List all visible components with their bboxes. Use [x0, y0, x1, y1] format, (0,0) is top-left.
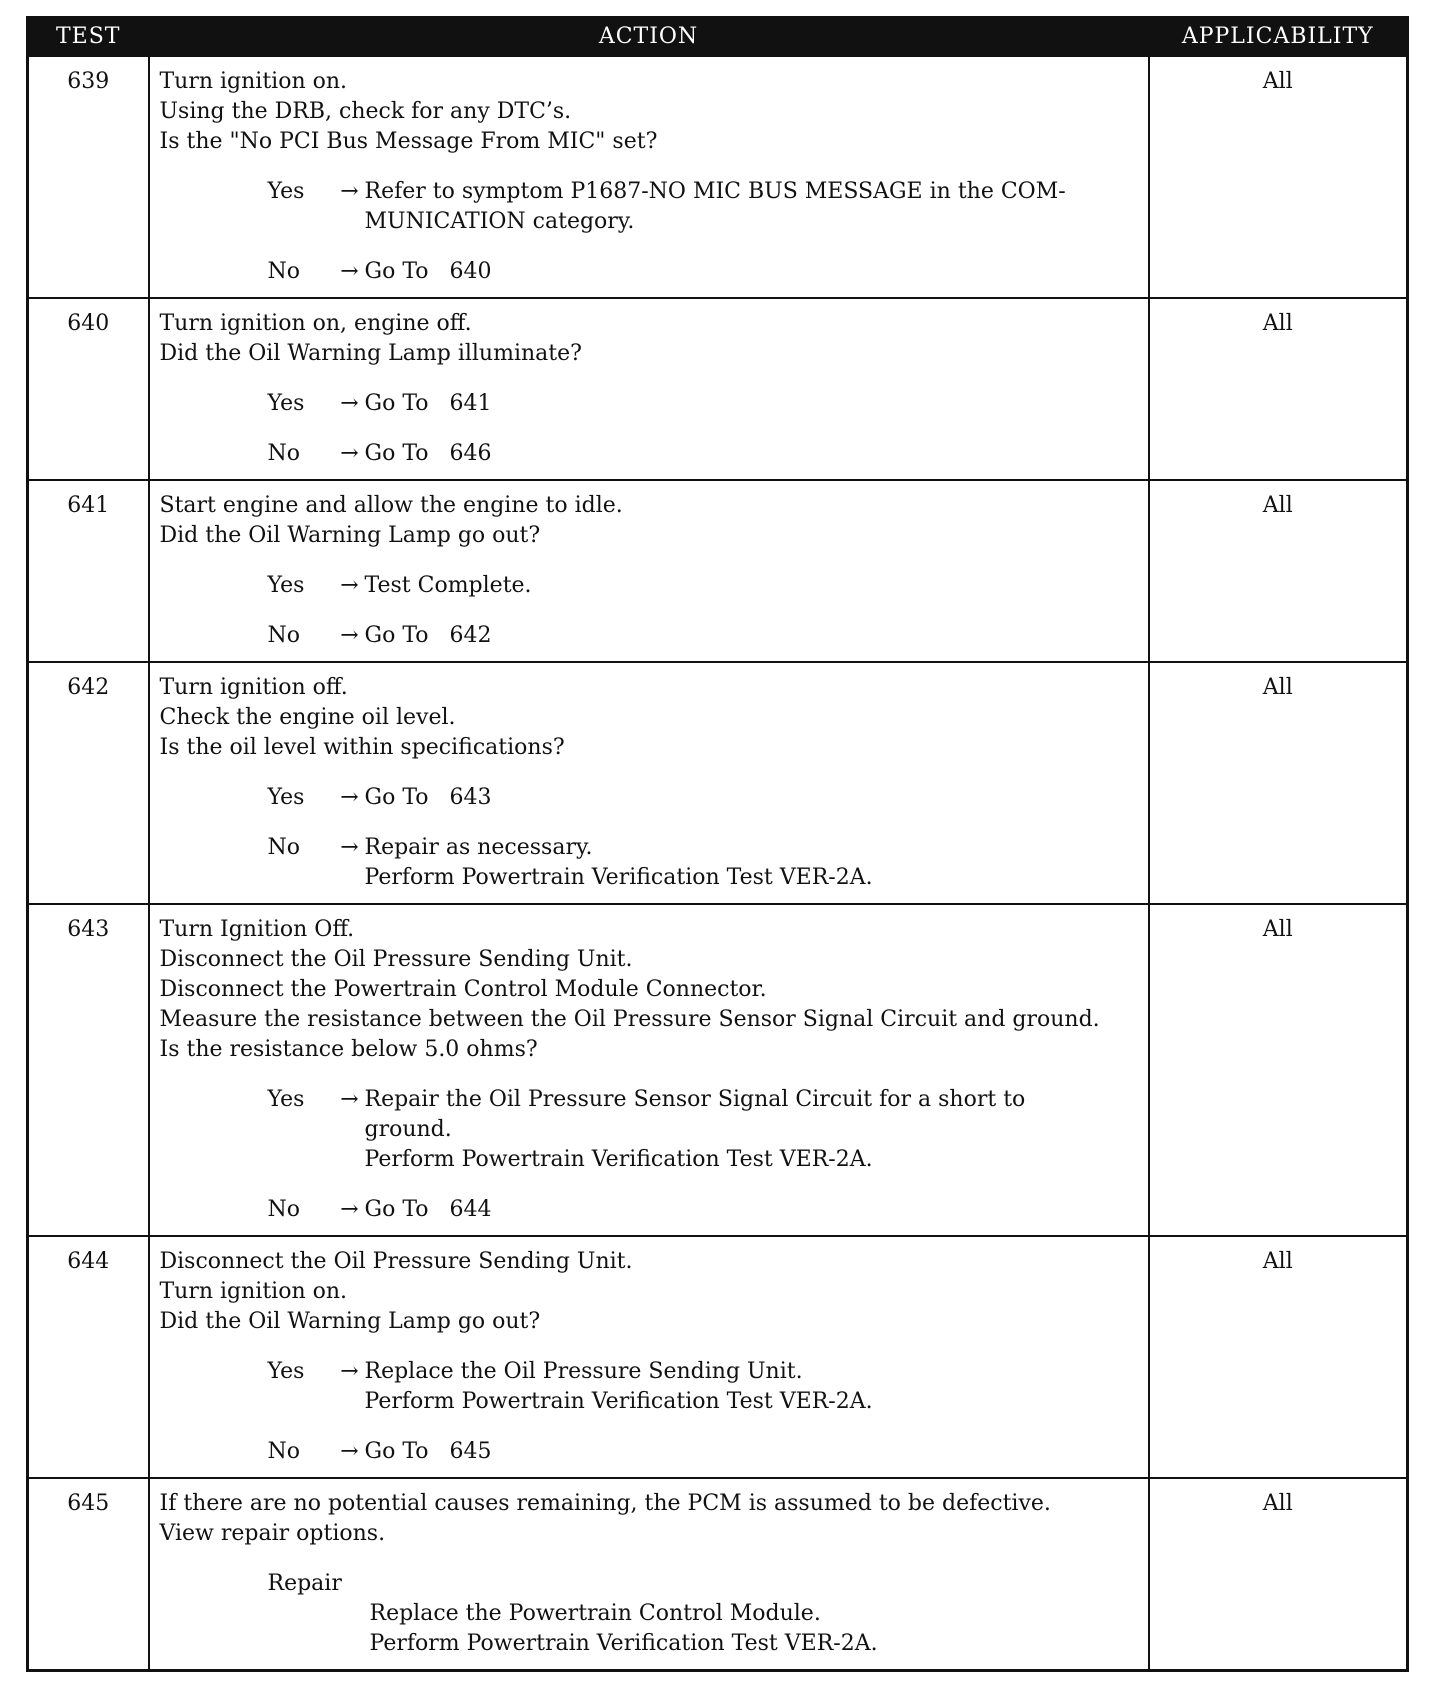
test-number: 639: [28, 56, 149, 298]
answer-result: [268, 1085, 1142, 1175]
answer-list: [160, 571, 1142, 651]
action-step: Disconnect the Oil Pressure Sending Unit.: [159, 947, 633, 972]
action-step: Measure the resistance between the Oil Pressure Sensor Signal Circuit and ground.: [159, 1007, 1100, 1032]
answer-label: No: [267, 835, 300, 860]
action-cell: [149, 1236, 1149, 1478]
action-step: Turn Ignition Off.: [159, 917, 355, 942]
answer-no: [160, 1437, 1142, 1467]
right-arrow-icon: →: [340, 835, 359, 860]
answer-result: [268, 783, 1142, 813]
repair-step: Perform Powertrain Verification Test VER-2A.: [369, 1631, 878, 1656]
answer-label: No: [267, 623, 300, 648]
result-line: ground.: [364, 1117, 452, 1142]
right-arrow-icon: →: [340, 1359, 359, 1384]
result-line: Test Complete.: [364, 573, 532, 598]
action-cell: [149, 662, 1149, 904]
answer-no: [160, 1195, 1142, 1225]
answer-label: No: [267, 1197, 300, 1222]
action-cell: [149, 56, 1149, 298]
column-header-test: TEST: [28, 18, 149, 57]
test-number: 640: [28, 298, 149, 480]
right-arrow-icon: →: [340, 785, 359, 810]
answer-result: [268, 257, 1142, 287]
answer-label: No: [267, 441, 300, 466]
result-line: Go To 645: [364, 1439, 492, 1464]
answer-label: Yes: [267, 785, 305, 810]
action-step: Turn ignition on.: [159, 69, 348, 94]
action-cell: [149, 1478, 1149, 1671]
answer-result: [268, 833, 1142, 893]
result-line: Refer to symptom P1687-NO MIC BUS MESSAGE in the COM-: [364, 179, 1066, 204]
action-cell: [149, 298, 1149, 480]
action-step: Did the Oil Warning Lamp illuminate?: [159, 341, 582, 366]
applicability-cell: All: [1149, 1236, 1408, 1478]
result-line: Perform Powertrain Verification Test VER-2A.: [364, 1147, 873, 1172]
right-arrow-icon: →: [340, 391, 359, 416]
answer-list: [160, 177, 1142, 287]
repair-steps: [160, 1599, 1142, 1659]
result-line: Repair as necessary.: [364, 835, 593, 860]
table-row: [28, 662, 1408, 904]
applicability-cell: All: [1149, 662, 1408, 904]
applicability-cell: All: [1149, 298, 1408, 480]
result-line: Go To 643: [364, 785, 492, 810]
diagnostic-test-table: [26, 16, 1409, 1672]
answer-label: No: [267, 1439, 300, 1464]
right-arrow-icon: →: [340, 179, 359, 204]
answer-yes: [160, 1085, 1142, 1175]
table-body: [28, 56, 1408, 1671]
right-arrow-icon: →: [340, 1087, 359, 1112]
answer-yes: [160, 177, 1142, 237]
applicability-cell: All: [1149, 56, 1408, 298]
answer-result: [268, 389, 1142, 419]
action-step: If there are no potential causes remaining, the PCM is assumed to be defective.: [159, 1491, 1051, 1516]
answer-label: Yes: [267, 1087, 305, 1112]
answer-label: Yes: [267, 179, 305, 204]
answer-result: [268, 571, 1142, 601]
table-row: [28, 904, 1408, 1236]
result-line: Perform Powertrain Verification Test VER-2A.: [364, 1389, 873, 1414]
answer-result: [268, 1357, 1142, 1417]
action-step: View repair options.: [159, 1521, 386, 1546]
action-step: Turn ignition on.: [159, 1279, 348, 1304]
answer-label: Yes: [267, 391, 305, 416]
right-arrow-icon: →: [340, 259, 359, 284]
action-step: Is the "No PCI Bus Message From MIC" set?: [159, 129, 658, 154]
result-line: MUNICATION category.: [364, 209, 635, 234]
answer-no: [160, 257, 1142, 287]
action-step: Turn ignition on, engine off.: [159, 311, 472, 336]
answer-yes: [160, 1357, 1142, 1417]
answer-list: [160, 783, 1142, 893]
result-line: Replace the Oil Pressure Sending Unit.: [364, 1359, 803, 1384]
test-number: 645: [28, 1478, 149, 1671]
answer-no: [160, 833, 1142, 893]
result-line: Go To 642: [364, 623, 492, 648]
applicability-cell: All: [1149, 904, 1408, 1236]
result-line: Go To 644: [364, 1197, 492, 1222]
answer-list: [160, 1085, 1142, 1225]
answer-list: [160, 1357, 1142, 1467]
answer-result: [268, 1195, 1142, 1225]
action-step: Disconnect the Oil Pressure Sending Unit.: [159, 1249, 633, 1274]
action-step: Did the Oil Warning Lamp go out?: [159, 523, 541, 548]
action-step: Check the engine oil level.: [159, 705, 456, 730]
table-row: [28, 56, 1408, 298]
action-cell: [149, 904, 1149, 1236]
test-number: 642: [28, 662, 149, 904]
answer-no: [160, 439, 1142, 469]
table-row: [28, 480, 1408, 662]
result-line: Go To 640: [364, 259, 492, 284]
answer-yes: [160, 571, 1142, 601]
action-cell: [149, 480, 1149, 662]
right-arrow-icon: →: [340, 573, 359, 598]
table-row: [28, 1478, 1408, 1671]
action-step: Is the oil level within specifications?: [159, 735, 565, 760]
action-step: Did the Oil Warning Lamp go out?: [159, 1309, 541, 1334]
action-step: Turn ignition off.: [159, 675, 348, 700]
action-step: Disconnect the Powertrain Control Module Connector.: [159, 977, 767, 1002]
action-step: Start engine and allow the engine to idle.: [159, 493, 623, 518]
right-arrow-icon: →: [340, 1439, 359, 1464]
right-arrow-icon: →: [340, 441, 359, 466]
right-arrow-icon: →: [340, 1197, 359, 1222]
test-number: 641: [28, 480, 149, 662]
answer-result: [268, 439, 1142, 469]
repair-step: Replace the Powertrain Control Module.: [369, 1601, 821, 1626]
result-line: Perform Powertrain Verification Test VER-2A.: [364, 865, 873, 890]
table-row: [28, 1236, 1408, 1478]
column-header-applicability: APPLICABILITY: [1149, 18, 1408, 57]
answer-yes: [160, 389, 1142, 419]
result-line: Go To 641: [364, 391, 492, 416]
answer-result: [268, 177, 1142, 237]
answer-label: Yes: [267, 1359, 305, 1384]
test-number: 643: [28, 904, 149, 1236]
answer-result: [268, 621, 1142, 651]
result-line: Repair the Oil Pressure Sensor Signal Circuit for a short to: [364, 1087, 1026, 1112]
action-step: Is the resistance below 5.0 ohms?: [159, 1037, 538, 1062]
test-number: 644: [28, 1236, 149, 1478]
right-arrow-icon: →: [340, 623, 359, 648]
applicability-cell: All: [1149, 480, 1408, 662]
answer-label: Yes: [267, 573, 305, 598]
answer-result: [268, 1437, 1142, 1467]
answer-label: No: [267, 259, 300, 284]
result-line: Go To 646: [364, 441, 492, 466]
table-row: [28, 298, 1408, 480]
answer-list: [160, 389, 1142, 469]
column-header-action: ACTION: [149, 18, 1149, 57]
answer-yes: [160, 783, 1142, 813]
answer-no: [160, 621, 1142, 651]
action-step: Using the DRB, check for any DTC’s.: [159, 99, 572, 124]
diagnostic-page: [26, 16, 1406, 1672]
table-header-row: [28, 18, 1408, 57]
applicability-cell: All: [1149, 1478, 1408, 1671]
repair-label: Repair: [267, 1571, 342, 1596]
